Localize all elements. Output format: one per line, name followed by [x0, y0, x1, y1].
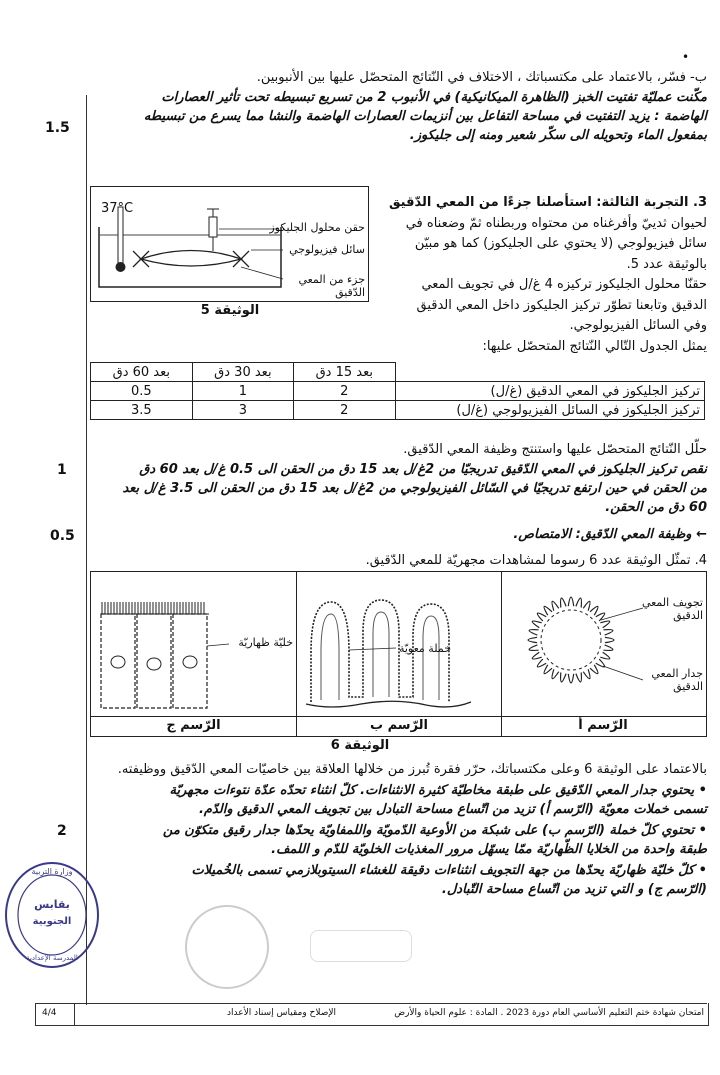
fold	[605, 637, 614, 642]
microvilli	[102, 602, 204, 614]
fold	[537, 613, 546, 621]
row-label: تركيز الجليكوز في السائل الفيزيولوجي (غ/ل)	[395, 401, 704, 420]
table-cell: 3.5	[91, 401, 193, 420]
analysis-question: حلّل النّتائج المتحصّل عليها واستنتج وظيفة المعي الدّقيق.	[403, 442, 707, 457]
table-cell: 3	[192, 401, 293, 420]
table-cell: 2	[294, 401, 395, 420]
exp3-line: بالوثيقة عدد 5.	[626, 256, 707, 272]
final-line: • كلّ خليّة ظهاريّة يحدّها من جهة التجويف انثناءات دقيقة للغشاء السيتوبلازمي تسمى بالخُميلات	[191, 863, 707, 878]
document-5-caption: الوثيقة 5	[200, 303, 260, 318]
tie-left	[133, 251, 149, 267]
school-stamp	[2, 860, 102, 970]
faint-stamp	[185, 905, 269, 989]
injection-label: حقن محلول الجليكوز	[269, 221, 365, 234]
intestine-part-label: جزء من المعي الدّقيق	[298, 273, 365, 299]
fold	[552, 601, 559, 610]
score-2: 1	[57, 462, 67, 478]
analysis-conclusion: ← وظيفة المعي الدّقيق: الامتصاص.	[513, 527, 707, 542]
answer-b-line: الهاضمة : يزيد التفتيت في مساحة التفاعل بين أنزيمات العصارات الهاضمة والنشا مما يسرع من تبسيطه	[143, 109, 707, 124]
fold	[603, 630, 612, 636]
fold	[529, 645, 538, 651]
document-6-caption: الوثيقة 6	[330, 738, 390, 753]
exp3-line: لحيوان ثدييّ وأفرغناه من محتواه وربطناه ثمّ وضعناه في	[405, 215, 707, 231]
fold	[544, 665, 552, 674]
fold	[600, 652, 609, 659]
results-table	[90, 362, 705, 420]
drawing-c-epithelial-cells	[99, 600, 294, 712]
caption-drawing-a: الرّسم أ	[578, 718, 628, 733]
tie-right	[233, 251, 249, 267]
document-6-figure	[90, 571, 707, 737]
table-header: بعد 60 دق	[91, 363, 193, 382]
table-cell: 0.5	[91, 382, 193, 401]
svg-text:المدرسة الإعدادية: المدرسة الإعدادية	[26, 954, 78, 962]
fold	[568, 597, 573, 606]
score-3: 0.5	[50, 528, 75, 544]
page-number: 4/4	[42, 1008, 57, 1018]
answer-b-line: مكّنت عمليّة تفتيت الخبز (الظاهرة الميكانيكية) في الأنبوب 2 من تسريع تبسيطه تحت تأثير العصارات	[161, 90, 707, 105]
fold	[590, 606, 598, 615]
svg-text:وزارة التربية: وزارة التربية	[31, 867, 73, 876]
fig-b-villus-label: خملة معويّة	[398, 642, 451, 655]
row-label: تركيز الجليكوز في المعي الدقيق (غ/ل)	[395, 382, 704, 401]
final-line: • تحتوي كلّ خملة (الرّسم ب) على شبكة من الأوعية الدّمويّة واللمفاويّة يحدّها جدار رقيق متكوّن من	[162, 823, 707, 838]
score-4: 2	[57, 823, 67, 839]
analysis-line: نقص تركيز الجليكوز في المعي الدّقيق تدريجيّا من 2غ/ل بعد 15 دق من الحقن الى 0.5 غ/ل بعد 60 دق	[139, 462, 707, 477]
thermometer-bulb	[116, 262, 126, 272]
caption-drawing-b: الرّسم ب	[370, 718, 428, 733]
footer-correction: الإصلاح ومقياس إسناد الأعداد	[227, 1008, 336, 1018]
question-4: 4. تمثّل الوثيقة عدد 6 رسوما لمشاهدات مجهريّة للمعي الدّقيق.	[365, 553, 707, 568]
temperature-label: 37°C	[101, 201, 134, 216]
final-line: طبقة واحدة من الخلايا الظّهاريّة ممّا يسهّل مرور المغذيات الخلويّة للدّم و اللمف.	[271, 841, 707, 857]
exp3-line: يمثل الجدول التّالي النّتائج المتحصّل عليها:	[482, 338, 707, 354]
table-cell: 1	[192, 382, 293, 401]
fold	[552, 669, 559, 678]
fold	[529, 630, 538, 636]
final-line: تسمى خملات معويّة (الرّسم أ) تزيد من اتّساع مساحة التبادل بين تجويف المعي الدقيق والدّم.	[198, 801, 707, 817]
question-b: ب- فسّر، بالاعتماد على مكتسباتك ، الاختلاف في النّتائج المتحصّل عليها بين الأنبوبين.	[256, 70, 707, 85]
svg-text:بقابس: بقابس	[34, 898, 70, 911]
svg-text:الجنوبية: الجنوبية	[32, 916, 72, 927]
fluid-label: سائل فيزيولوجي	[289, 243, 365, 256]
table-row	[91, 401, 705, 420]
fold	[603, 645, 612, 651]
analysis-line: من الحقن في حين ارتفع تدريجيّا في السّائل الفيزيولوجي من 2غ/ل بعد 15 دق من الحقن الى 3.5 غ/ل بعد	[122, 481, 707, 496]
faint-stamp-2	[310, 930, 412, 962]
final-line: (الرّسم ج) و التي تزيد من اتّساع مساحة التّبادل.	[441, 881, 707, 897]
footer-exam: امتحان شهادة ختم التعليم الأساسي العام دورة 2023 . المادة : علوم الحياة والأرض	[394, 1008, 704, 1018]
table-header-row	[91, 363, 705, 382]
fold	[544, 606, 552, 615]
exp3-line: 3. التجربة الثالثة: استأصلنا جزءًا من المعي الدّقيق	[388, 195, 707, 210]
exp3-line: الدقيق وتابعنا تطوّر تركيز الجليكوز داخل المعي الدقيق	[416, 297, 707, 313]
fig-a-wall-label: جدار المعي الدقيق	[651, 667, 703, 693]
fold	[600, 621, 609, 628]
final-answer	[95, 782, 707, 899]
experiment-3-text	[365, 193, 707, 357]
villi-vessels	[321, 612, 439, 700]
fold	[590, 665, 598, 674]
table-header: بعد 30 دق	[192, 363, 293, 382]
fold	[583, 669, 590, 678]
fold	[583, 601, 590, 610]
nucleus	[111, 656, 125, 668]
fold	[576, 598, 582, 607]
fold	[532, 652, 541, 659]
nucleus	[147, 658, 161, 670]
fold	[537, 659, 546, 667]
fold	[561, 598, 567, 607]
footer-box	[35, 1003, 709, 1026]
fold	[561, 672, 567, 681]
document-5-figure	[90, 186, 369, 302]
table-cell: 2	[294, 382, 395, 401]
analysis-answer	[95, 460, 707, 517]
fold	[596, 613, 605, 621]
fig-c-cell-label: خليّة ظهاريّة	[238, 636, 293, 649]
table-header: بعد 15 دق	[294, 363, 395, 382]
final-line: • يحتوي جدار المعي الدّقيق على طبقة مخاطيّة كثيرة الانثناءات. كلّ انثناء تحدّه عدّة نتوءات مجهريّة	[169, 783, 707, 798]
answer-b-line: بمفعول الماء وتحويله الى سكّر شعير ومنه إلى جليكوز.	[409, 128, 707, 143]
fold	[528, 637, 537, 642]
caption-drawing-c: الرّسم ج	[166, 718, 221, 733]
final-question: بالاعتماد على الوثيقة 6 وعلى مكتسباتك، حرّر فقرة تُبرز من خلالها العلاقة بين خاصيّات المعي الدّقيق ووظيفته.	[117, 762, 707, 777]
answer-b	[95, 88, 707, 145]
fold	[576, 672, 582, 681]
stamp-seal	[2, 860, 102, 970]
beaker	[99, 227, 281, 287]
fig-a-cavity-label: تجويف المعي الدقيق	[641, 596, 703, 622]
fold	[568, 674, 573, 683]
score-1: 1.5	[45, 120, 70, 136]
exp3-line: حقنّا محلول الجليكوز تركيزه 4 غ/ل في تجويف المعي	[421, 277, 707, 292]
syringe-icon	[209, 217, 217, 237]
analysis-line: 60 دق من الحقن.	[605, 500, 707, 515]
fold	[532, 621, 541, 628]
nucleus	[183, 656, 197, 668]
table-row	[91, 382, 705, 401]
exp3-line: سائل فيزيولوجي (لا يحتوي على الجليكوز) كما هو مبيّن	[414, 236, 707, 251]
intestine-segment	[141, 251, 241, 267]
exp3-line: وفي السائل الفيزيولوجي.	[569, 318, 707, 333]
page-dot: •	[682, 50, 690, 64]
